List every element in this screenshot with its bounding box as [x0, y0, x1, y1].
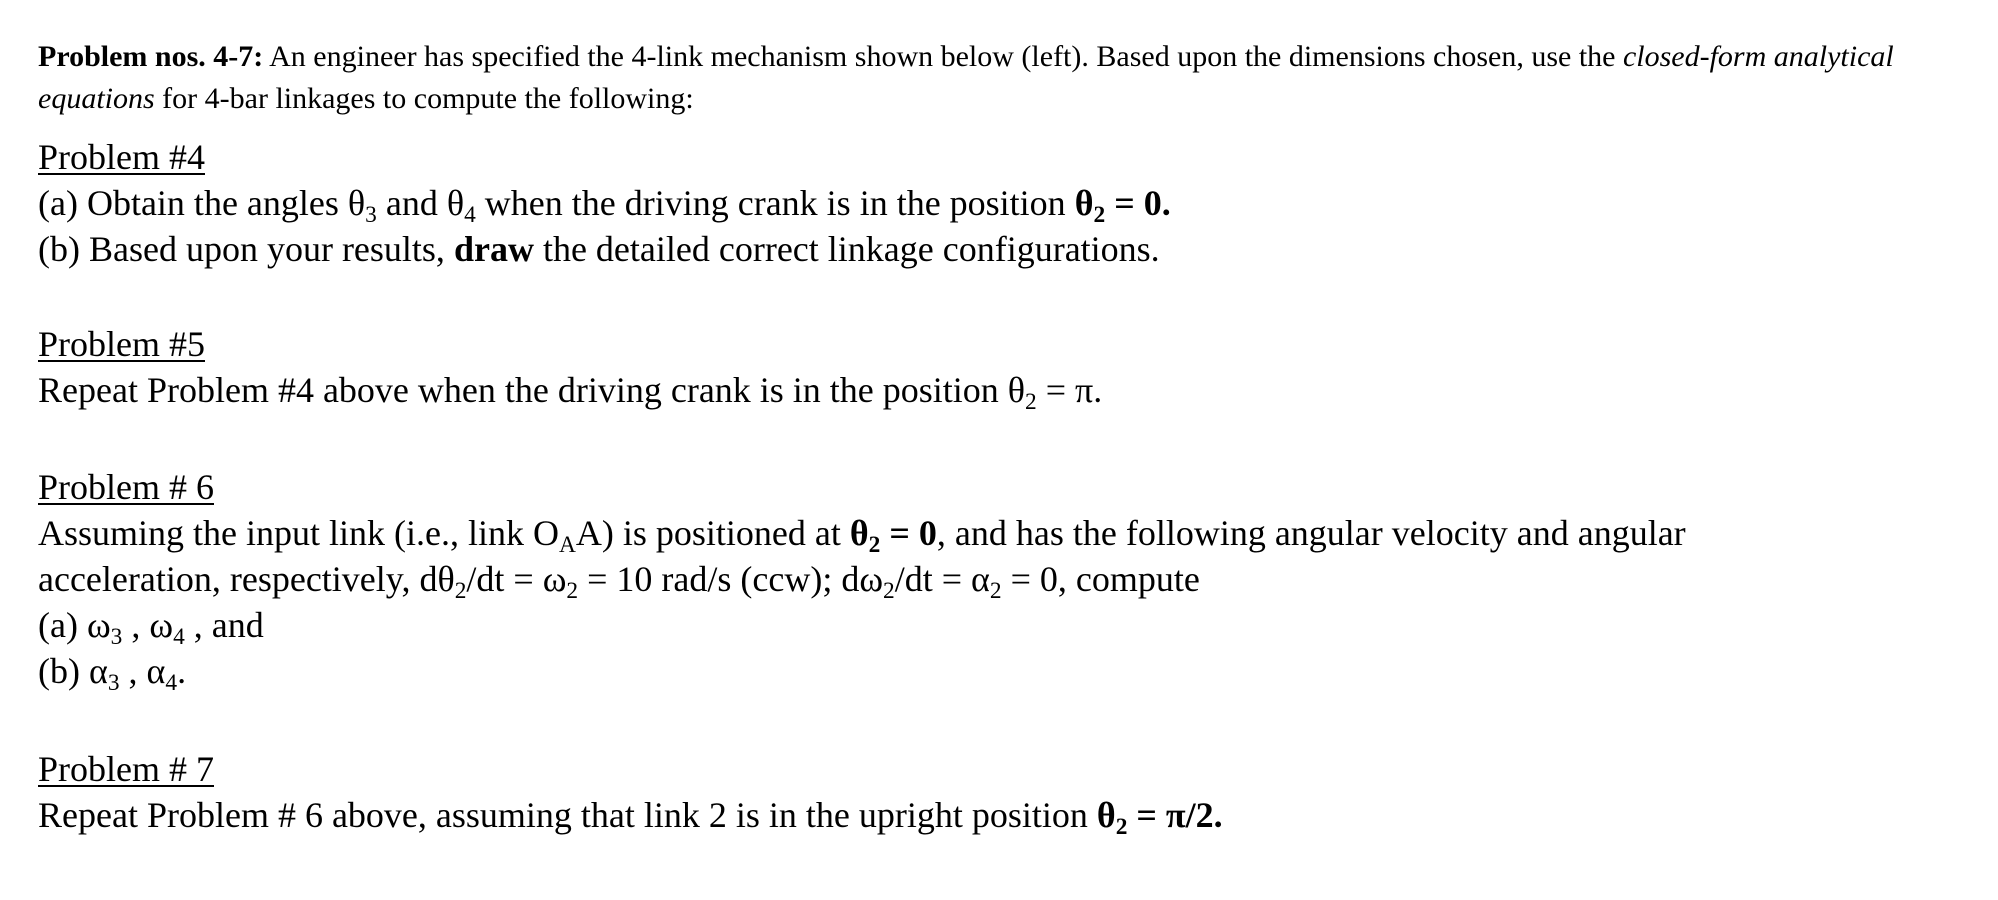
- problem-4-heading: Problem #4: [38, 137, 205, 177]
- problem-6-line-1: Assuming the input link (i.e., link $O_AA$) is positioned at $\theta_2 = 0$, and has the following angular velocity and angular: [38, 513, 1686, 559]
- problem-7-text: Repeat Problem # 6 above, assuming that link 2 is in the upright position $\theta_2 = \pi/2$.: [38, 795, 1223, 841]
- problem-5-text: Repeat Problem #4 above when the driving crank is in the position $\theta_2 = \pi$.: [38, 370, 1103, 416]
- problem-sheet: [38, 36, 1968, 841]
- problem-6-part-b: (b) $\alpha_3$ , $\alpha_4$.: [38, 651, 187, 697]
- intro-paragraph: [38, 36, 1968, 120]
- problem-6-section: [38, 464, 1968, 697]
- problem-7-heading: Problem # 7: [38, 749, 214, 789]
- problem-6-part-a: (a) $\omega_3$ , $\omega_4$ , and: [38, 605, 264, 651]
- problem-4-part-b: (b) Based upon your results, draw the detailed correct linkage configurations.: [38, 229, 1160, 269]
- problem-4-part-a: (a) Obtain the angles $\theta_3$ and $\theta_4$ when the driving crank is in the position $\theta_2 = 0$.: [38, 183, 1171, 229]
- problem-6-line-2: acceleration, respectively, $d\theta_2/dt = \omega_2 = 10$ rad/s (ccw); $d\omega_2/dt = \alpha_2 = 0$, compute: [38, 559, 1200, 605]
- problem-7-section: [38, 746, 1968, 841]
- intro-emphasis: closed-form analytical equations: [38, 40, 1894, 115]
- problem-5-section: [38, 321, 1968, 416]
- intro-text-2: for 4-bar linkages to compute the following:: [162, 82, 694, 115]
- problem-5-heading: Problem #5: [38, 324, 205, 364]
- problem-6-heading: Problem # 6: [38, 467, 214, 507]
- intro-lead: Problem nos. 4-7:: [38, 40, 264, 73]
- intro-text-1: An engineer has specified the 4-link mechanism shown below (left). Based upon the dimensions chosen, use the: [269, 40, 1616, 73]
- problem-4-section: [38, 134, 1968, 272]
